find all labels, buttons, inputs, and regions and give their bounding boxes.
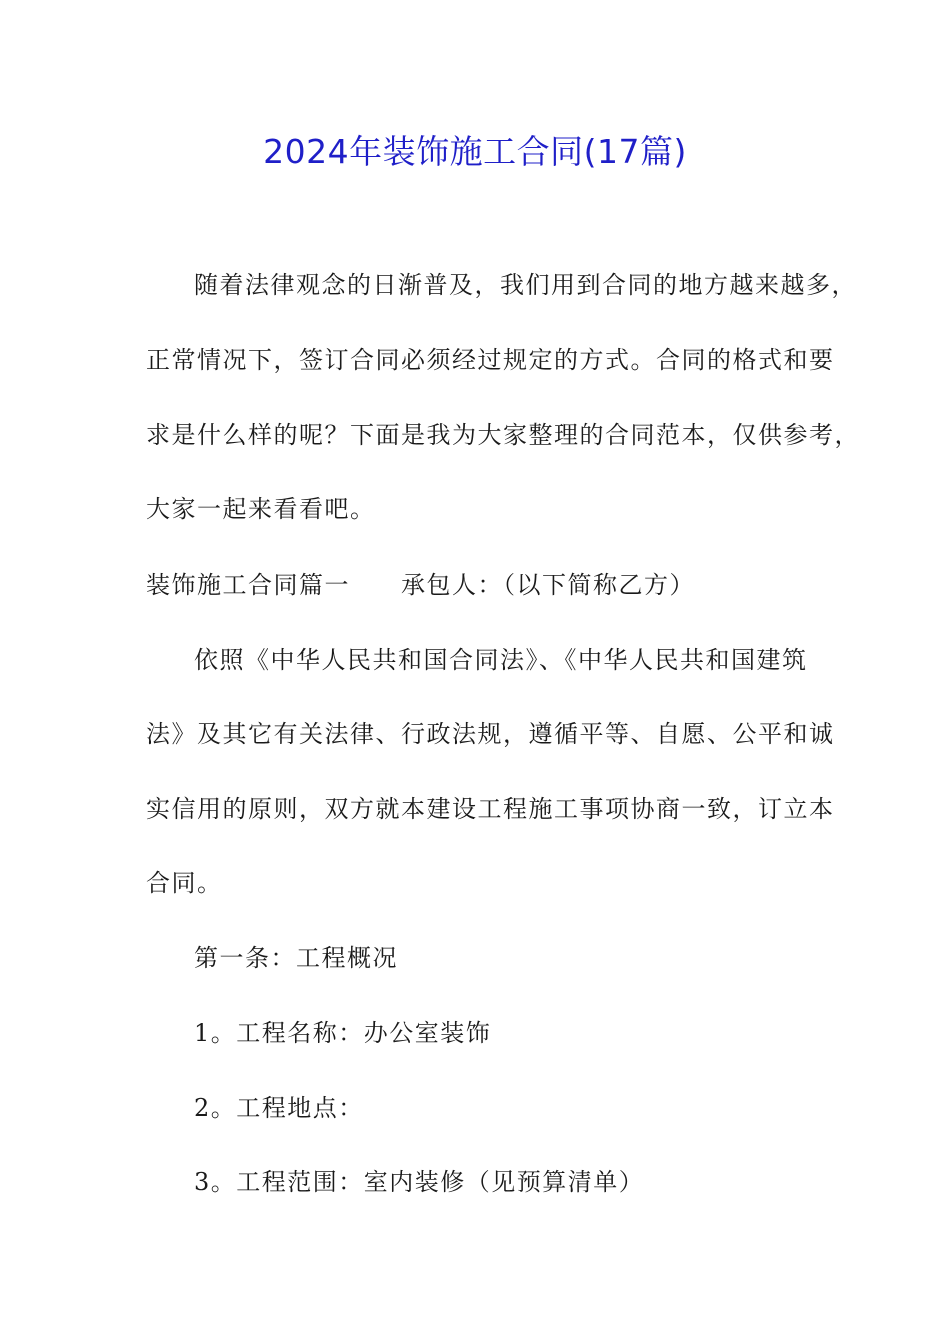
- basis-line-3: 实信用的原则，双方就本建设工程施工事项协商一致，订立本: [146, 795, 835, 823]
- document-title: 2024年装饰施工合同(17篇): [263, 132, 687, 171]
- article-1-item-3: 3。工程范围：室内装修（见预算清单）: [194, 1168, 645, 1196]
- intro-line-4: 大家一起来看看吧。: [146, 495, 376, 523]
- article-1-item-1: 1。工程名称：办公室装饰: [194, 1019, 492, 1047]
- intro-line-2: 正常情况下，签订合同必须经过规定的方式。合同的格式和要: [146, 346, 835, 374]
- basis-line-2: 法》及其它有关法律、行政法规，遵循平等、自愿、公平和诚: [146, 720, 835, 748]
- article-1-heading: 第一条：工程概况: [194, 944, 398, 972]
- basis-line-4: 合同。: [146, 869, 223, 897]
- section-heading: 装饰施工合同篇一 承包人：（以下简称乙方）: [146, 571, 695, 599]
- intro-line-3: 求是什么样的呢？下面是我为大家整理的合同范本，仅供参考，: [146, 421, 860, 449]
- article-1-item-2: 2。工程地点：: [194, 1094, 364, 1122]
- intro-line-1: 随着法律观念的日渐普及，我们用到合同的地方越来越多，: [194, 271, 857, 299]
- basis-line-1: 依照《中华人民共和国合同法》、《中华人民共和国建筑: [194, 646, 808, 674]
